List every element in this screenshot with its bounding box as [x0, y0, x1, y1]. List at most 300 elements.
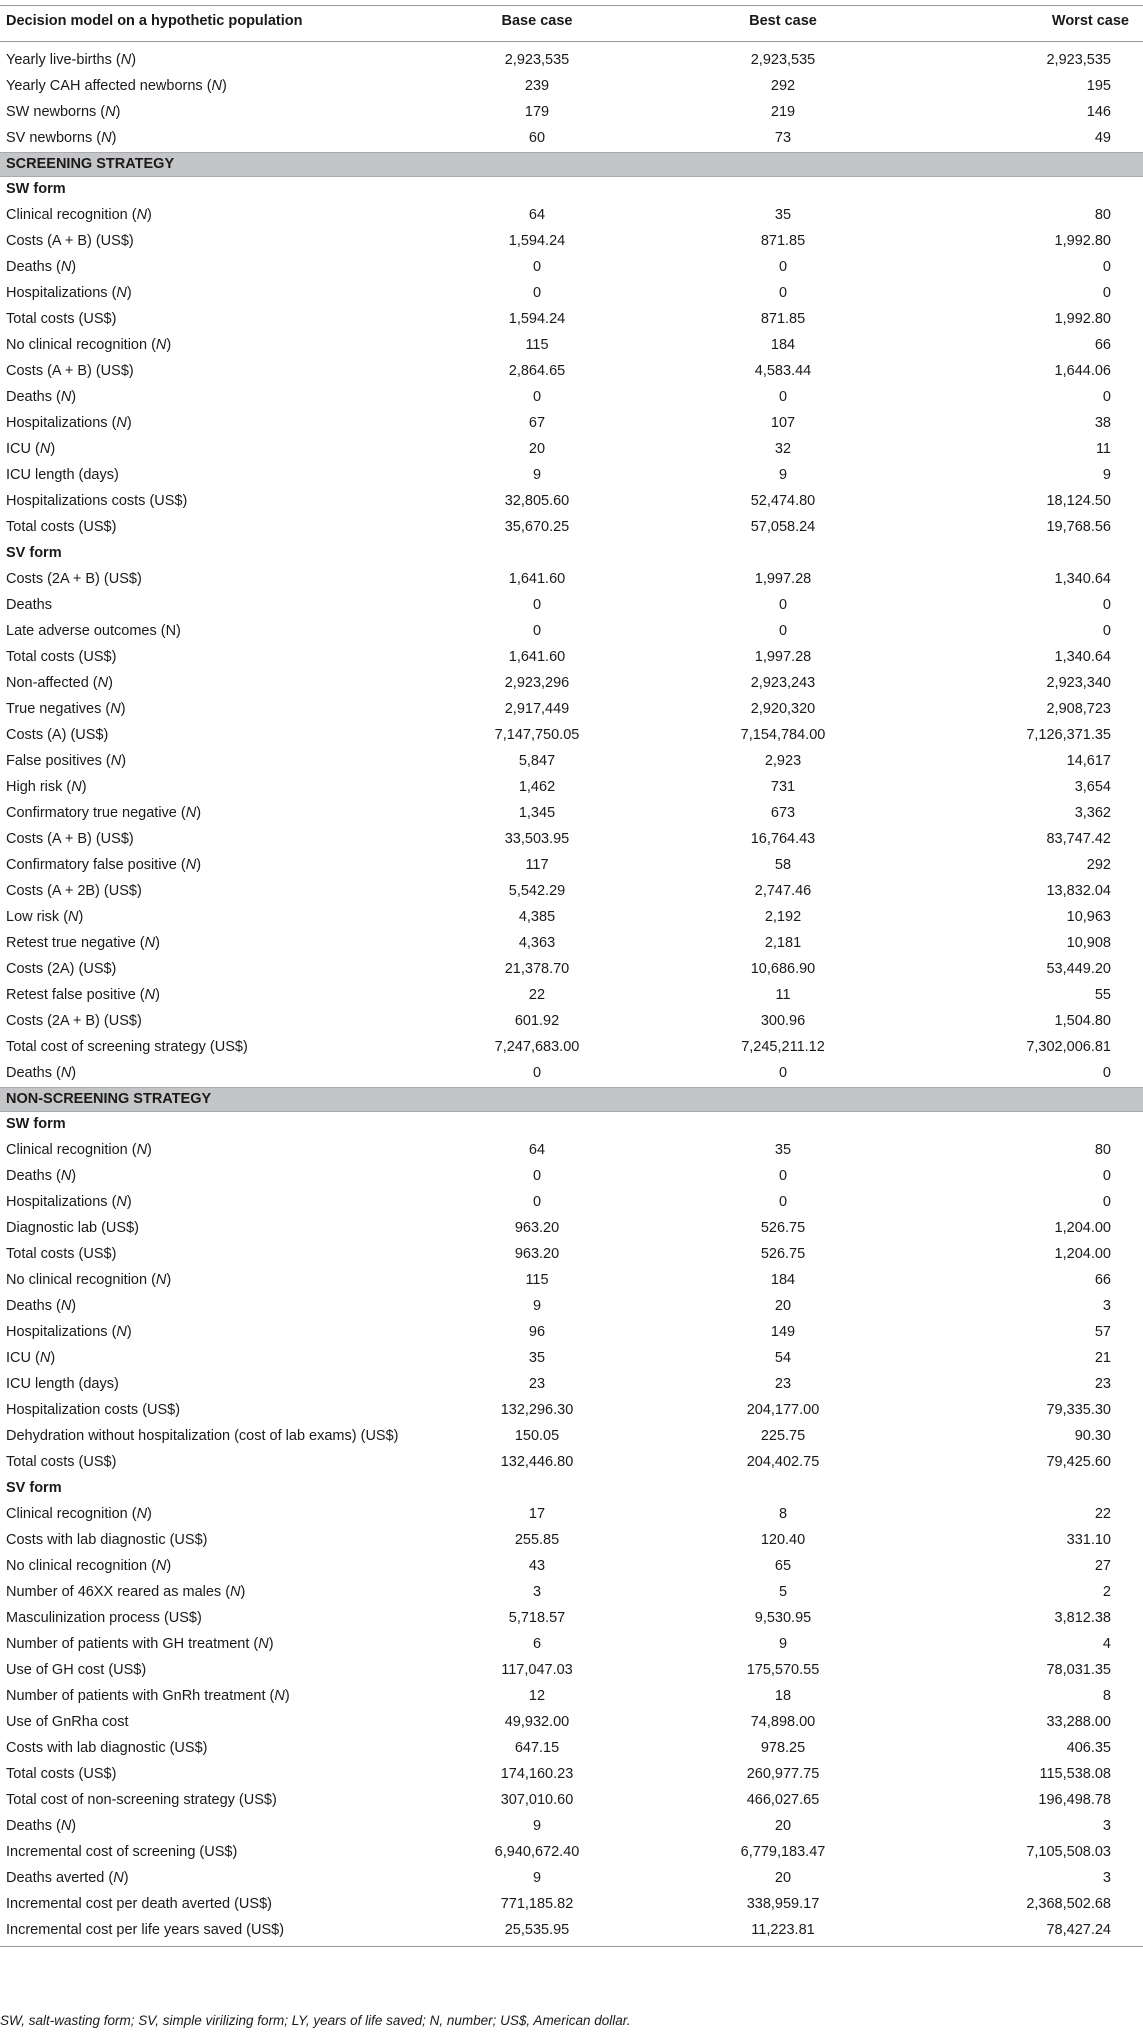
worst-case-value: 78,427.24 [906, 1918, 1143, 1947]
table-row [0, 48, 1143, 74]
row-label [0, 307, 414, 333]
best-case-value: 120.40 [760, 1532, 806, 1548]
best-case-value: 149 [770, 1324, 796, 1340]
row-unit: N [116, 1324, 127, 1340]
row-label [0, 1398, 414, 1424]
section-header-row [0, 1088, 1143, 1112]
worst-case-value: 66 [1094, 337, 1111, 353]
subsection-title: SV form [6, 1480, 62, 1496]
worst-case-value: 90.30 [1074, 1428, 1111, 1444]
worst-case-value: 0 [1102, 259, 1111, 275]
best-case-value: 54 [774, 1350, 792, 1366]
row-unit: N [105, 104, 116, 120]
base-case-value: 647.15 [514, 1740, 560, 1756]
table-row [0, 671, 1143, 697]
worst-case-value: 406.35 [1066, 1740, 1111, 1756]
worst-case-value: 79,425.60 [1046, 1454, 1111, 1470]
row-label-text: True negatives [6, 701, 102, 717]
best-case-value: 466,027.65 [746, 1792, 820, 1808]
table-row [0, 1009, 1143, 1035]
base-case-value: 64 [528, 207, 546, 223]
section-title: SCREENING STRATEGY [0, 153, 1143, 177]
row-unit: N [185, 857, 197, 873]
worst-case-value: 49 [1094, 130, 1111, 146]
row-label: Deaths (N) [6, 1298, 77, 1314]
base-case-value: 49,932.00 [504, 1714, 570, 1730]
base-case-value: 0 [532, 597, 542, 613]
row-label-text: Low risk [6, 909, 60, 925]
worst-case-value: 2 [1102, 1584, 1111, 1600]
worst-case-value: 1,992.80 [1054, 311, 1111, 327]
best-case-value: 526.75 [760, 1220, 806, 1236]
section-header-row [0, 153, 1143, 177]
row-label-text: No clinical recognition [6, 337, 148, 353]
best-case-value: 184 [770, 337, 796, 353]
best-case-value: 2,747.46 [754, 883, 812, 899]
row-label [0, 229, 414, 255]
row-label [0, 1710, 414, 1736]
row-label-text: Hospitalizations [6, 1194, 108, 1210]
row-label-text: Total costs (US$) [6, 1246, 117, 1262]
table-row [0, 905, 1143, 931]
row-label: Clinical recognition (N) [6, 1506, 152, 1522]
table-row [0, 1840, 1143, 1866]
worst-case-value: 10,908 [1066, 935, 1111, 951]
worst-case-value: 80 [1094, 207, 1111, 223]
best-case-value: 225.75 [760, 1428, 806, 1444]
table-row [0, 359, 1143, 385]
table-row [0, 1736, 1143, 1762]
row-label: No clinical recognition (N) [6, 1558, 172, 1574]
base-case-value: 35 [528, 1350, 546, 1366]
base-case-value: 117,047.03 [501, 1662, 573, 1678]
table-row [0, 1450, 1143, 1476]
best-case-value: 731 [770, 779, 796, 795]
row-label-text: Costs (A + B) (US$) [6, 831, 134, 847]
worst-case-value: 0 [1102, 1168, 1111, 1184]
worst-case-value: 55 [1094, 987, 1111, 1003]
row-label: Yearly CAH affected newborns (N) [6, 78, 227, 94]
table-row [0, 1658, 1143, 1684]
row-unit: N [116, 285, 127, 301]
row-unit: N [71, 779, 82, 795]
table-row [0, 1580, 1143, 1606]
base-case-value: 32,805.60 [504, 493, 570, 509]
worst-case-value: 115,538.08 [1039, 1766, 1111, 1782]
base-case-value: 6 [532, 1636, 542, 1652]
worst-case-value: 3,812.38 [1054, 1610, 1111, 1626]
row-unit: N [211, 78, 223, 94]
worst-case-value: 21 [1094, 1350, 1111, 1366]
row-label-text: Deaths [6, 389, 52, 405]
row-label: Confirmatory true negative (N) [6, 805, 202, 821]
worst-case-value: 7,105,508.03 [1026, 1844, 1111, 1860]
row-label-text: Costs (2A) (US$) [6, 961, 117, 977]
row-label [0, 1606, 414, 1632]
row-label: Non-affected (N) [6, 675, 113, 691]
row-label [0, 1424, 414, 1450]
row-label-text: Confirmatory false positive [6, 857, 177, 873]
worst-case-value: 38 [1094, 415, 1111, 431]
worst-case-value: 1,204.00 [1054, 1246, 1111, 1262]
table-row [0, 1684, 1143, 1710]
row-label: Number of patients with GnRh treatment (N) [6, 1688, 290, 1704]
subsection-row [0, 1476, 1143, 1502]
worst-case-value: 33,288.00 [1046, 1714, 1111, 1730]
best-case-value: 0 [778, 1168, 788, 1184]
row-label: Number of 46XX reared as males (N) [6, 1584, 246, 1600]
best-case-value: 58 [774, 857, 792, 873]
table-footnote: SW, salt-wasting form; SV, simple virilizing form; LY, years of life saved; N, number; US$, American dollar. [0, 2013, 631, 2028]
worst-case-value: 0 [1102, 1194, 1111, 1210]
table-row [0, 1632, 1143, 1658]
row-unit: N [185, 805, 197, 821]
row-label: Deaths (N) [6, 259, 77, 275]
base-case-value: 5,718.57 [508, 1610, 566, 1626]
table-row [0, 437, 1143, 463]
table-row [0, 1606, 1143, 1632]
best-case-value: 7,245,211.12 [741, 1039, 825, 1055]
table-row [0, 775, 1143, 801]
best-case-value: 10,686.90 [750, 961, 816, 977]
table-row [0, 74, 1143, 100]
table-row [0, 1762, 1143, 1788]
row-label: Yearly live-births (N) [6, 52, 137, 68]
row-label-text: Confirmatory true negative [6, 805, 177, 821]
row-label-text: Diagnostic lab (US$) [6, 1220, 139, 1236]
row-label: Hospitalizations (N) [6, 415, 132, 431]
row-label-text: Costs (A + B) (US$) [6, 233, 134, 249]
table-row [0, 489, 1143, 515]
row-label: Confirmatory false positive (N) [6, 857, 202, 873]
base-case-value: 9 [532, 1818, 542, 1834]
base-case-value: 117 [525, 857, 549, 873]
worst-case-value: 18,124.50 [1046, 493, 1111, 509]
base-case-value: 20 [528, 441, 546, 457]
row-label-text: Costs (A + 2B) (US$) [6, 883, 142, 899]
base-case-value: 132,296.30 [500, 1402, 574, 1418]
best-case-value: 0 [778, 259, 788, 275]
row-label-text: False positives [6, 753, 102, 769]
base-case-value: 3 [532, 1584, 542, 1600]
table-row [0, 515, 1143, 541]
row-label-text: SV newborns [6, 130, 93, 146]
base-case-value: 239 [524, 78, 550, 94]
row-label [0, 1035, 414, 1061]
row-label: True negatives (N) [6, 701, 126, 717]
table-row [0, 463, 1143, 489]
row-label: Clinical recognition (N) [6, 1142, 152, 1158]
row-unit: N [116, 415, 127, 431]
best-case-value: 204,402.75 [746, 1454, 820, 1470]
table-row [0, 1190, 1143, 1216]
row-label-text: Costs with lab diagnostic (US$) [6, 1532, 208, 1548]
row-label-text: Incremental cost per life years saved (US$) [6, 1922, 285, 1938]
row-label-text: Use of GH cost (US$) [6, 1662, 147, 1678]
decision-model-table [0, 5, 1143, 1947]
row-label [0, 827, 414, 853]
base-case-value: 2,917,449 [504, 701, 570, 717]
best-case-value: 204,177.00 [746, 1402, 820, 1418]
worst-case-value: 0 [1102, 623, 1111, 639]
row-unit: N [274, 1688, 285, 1704]
best-case-value: 11,223.81 [660, 1918, 906, 1947]
best-case-value: 1,997.28 [754, 571, 812, 587]
best-case-value: 52,474.80 [750, 493, 816, 509]
row-unit: N [39, 441, 51, 457]
row-unit: N [136, 1142, 148, 1158]
row-label: No clinical recognition (N) [6, 1272, 172, 1288]
best-case-value: 9,530.95 [754, 1610, 812, 1626]
row-label: Deaths (N) [6, 1065, 77, 1081]
table-row [0, 1528, 1143, 1554]
best-case-value: 107 [770, 415, 796, 431]
row-label-text: No clinical recognition [6, 1272, 148, 1288]
row-label: High risk (N) [6, 779, 87, 795]
table-row [0, 567, 1143, 593]
row-label: Number of patients with GH treatment (N) [6, 1636, 274, 1652]
best-case-value: 184 [770, 1272, 796, 1288]
row-unit: N [60, 1065, 72, 1081]
best-case-value: 32 [774, 441, 792, 457]
base-case-value: 35,670.25 [504, 519, 570, 535]
base-case-value: 771,185.82 [500, 1896, 574, 1912]
table-row [0, 749, 1143, 775]
base-case-value: 21,378.70 [504, 961, 570, 977]
best-case-value: 300.96 [760, 1013, 806, 1029]
best-case-value: 260,977.75 [746, 1766, 820, 1782]
subsection-row [0, 1112, 1143, 1139]
row-label: Deaths (N) [6, 1818, 77, 1834]
row-label-text: Total costs (US$) [6, 311, 117, 327]
row-label [0, 1918, 414, 1947]
row-unit: N [68, 909, 79, 925]
row-unit: N [136, 207, 148, 223]
row-label-text: Hospitalizations costs (US$) [6, 493, 188, 509]
row-label [0, 1788, 414, 1814]
best-case-value: 35 [774, 207, 792, 223]
base-case-value: 25,535.95 [414, 1918, 660, 1947]
best-case-value: 11 [775, 987, 791, 1003]
row-unit: N [136, 1506, 148, 1522]
row-label: Retest false positive (N) [6, 987, 160, 1003]
base-case-value: 963.20 [514, 1220, 560, 1236]
row-label: Hospitalizations (N) [6, 285, 132, 301]
base-case-value: 0 [532, 623, 542, 639]
row-unit: N [113, 1870, 124, 1886]
best-case-value: 219 [770, 104, 796, 120]
row-label [0, 567, 414, 593]
table-row [0, 411, 1143, 437]
table-row [0, 827, 1143, 853]
row-label-text: Yearly live-births [6, 52, 112, 68]
table-row [0, 1918, 1143, 1947]
row-label: Deaths (N) [6, 389, 77, 405]
base-case-value: 0 [532, 1194, 542, 1210]
row-label [0, 463, 414, 489]
worst-case-value: 27 [1094, 1558, 1111, 1574]
row-label-text: Hospitalization costs (US$) [6, 1402, 181, 1418]
base-case-value: 9 [532, 1870, 542, 1886]
table-row [0, 983, 1143, 1009]
best-case-value: 8 [778, 1506, 788, 1522]
table-row [0, 1710, 1143, 1736]
row-label-text: Deaths [6, 1818, 52, 1834]
worst-case-value: 9 [1102, 467, 1111, 483]
row-label-text: Total costs (US$) [6, 519, 117, 535]
best-case-value: 978.25 [760, 1740, 806, 1756]
header-worst-case: Worst case [906, 6, 1143, 42]
row-label-text: Total cost of non-screening strategy (US$) [6, 1792, 277, 1808]
worst-case-value: 3 [1102, 1818, 1111, 1834]
row-label [0, 1658, 414, 1684]
row-label [0, 1840, 414, 1866]
base-case-value: 132,446.80 [500, 1454, 574, 1470]
best-case-value: 5 [778, 1584, 788, 1600]
worst-case-value: 78,031.35 [1046, 1662, 1111, 1678]
row-label [0, 1892, 414, 1918]
base-case-value: 115 [525, 1272, 549, 1288]
worst-case-value: 19,768.56 [1046, 519, 1111, 535]
row-label [0, 1242, 414, 1268]
table-row [0, 1814, 1143, 1840]
row-label [0, 489, 414, 515]
base-case-value: 17 [528, 1506, 546, 1522]
header-row [0, 6, 1143, 42]
row-label-text: Hospitalizations [6, 285, 108, 301]
row-label-text: Deaths [6, 1065, 52, 1081]
row-label-text: Masculinization process (US$) [6, 1610, 202, 1626]
best-case-value: 1,997.28 [754, 649, 812, 665]
row-unit: N [60, 1818, 72, 1834]
table-row [0, 931, 1143, 957]
base-case-value: 67 [528, 415, 546, 431]
best-case-value: 73 [774, 130, 792, 146]
base-case-value: 307,010.60 [500, 1792, 574, 1808]
base-case-value: 23 [528, 1376, 546, 1392]
table-row [0, 957, 1143, 983]
row-label-text: Hospitalizations [6, 415, 108, 431]
table-row [0, 1320, 1143, 1346]
worst-case-value: 14,617 [1066, 753, 1111, 769]
base-case-value: 5,542.29 [508, 883, 566, 899]
worst-case-value: 3,362 [1074, 805, 1111, 821]
table-row [0, 1242, 1143, 1268]
worst-case-value: 23 [1094, 1376, 1111, 1392]
row-label-text: Number of patients with GH treatment [6, 1636, 250, 1652]
base-case-value: 2,864.65 [508, 363, 566, 379]
base-case-value: 5,847 [518, 753, 556, 769]
best-case-value: 0 [778, 1065, 788, 1081]
worst-case-value: 3,654 [1074, 779, 1111, 795]
worst-case-value: 79,335.30 [1046, 1402, 1111, 1418]
row-label: Clinical recognition (N) [6, 207, 152, 223]
worst-case-value: 80 [1094, 1142, 1111, 1158]
base-case-value: 601.92 [514, 1013, 560, 1029]
row-unit: N [258, 1636, 269, 1652]
subsection-row [0, 541, 1143, 567]
row-label [0, 515, 414, 541]
row-label [0, 879, 414, 905]
row-unit: N [60, 389, 72, 405]
table-row [0, 879, 1143, 905]
row-label-text: Total costs (US$) [6, 649, 117, 665]
row-label-text: Retest true negative [6, 935, 136, 951]
best-case-value: 20 [774, 1818, 792, 1834]
worst-case-value: 8 [1102, 1688, 1111, 1704]
row-label-text: ICU length (days) [6, 467, 119, 483]
best-case-value: 2,923,535 [750, 52, 816, 68]
best-case-value: 4,583.44 [754, 363, 812, 379]
row-label: ICU (N) [6, 1350, 56, 1366]
worst-case-value: 22 [1094, 1506, 1111, 1522]
best-case-value: 2,923 [764, 753, 802, 769]
row-label [0, 645, 414, 671]
best-case-value: 65 [774, 1558, 792, 1574]
row-label-text: Dehydration without hospitalization (cost of lab exams) (US$) [6, 1428, 399, 1444]
row-label-text: Number of patients with GnRh treatment [6, 1688, 266, 1704]
worst-case-value: 146 [1086, 104, 1111, 120]
table-row [0, 645, 1143, 671]
worst-case-value: 7,302,006.81 [1026, 1039, 1111, 1055]
base-case-value: 0 [532, 1065, 542, 1081]
row-label [0, 1528, 414, 1554]
row-label-text: ICU [6, 441, 31, 457]
base-case-value: 0 [532, 1168, 542, 1184]
table-row [0, 255, 1143, 281]
row-label [0, 1762, 414, 1788]
worst-case-value: 196,498.78 [1038, 1792, 1111, 1808]
best-case-value: 292 [770, 78, 796, 94]
row-unit: N [120, 52, 132, 68]
table-row [0, 593, 1143, 619]
best-case-value: 57,058.24 [750, 519, 816, 535]
row-label [0, 359, 414, 385]
row-label-text: Use of GnRha cost [6, 1714, 129, 1730]
row-label-text: Clinical recognition [6, 1506, 128, 1522]
worst-case-value: 1,204.00 [1054, 1220, 1111, 1236]
table-row [0, 281, 1143, 307]
table-row [0, 1866, 1143, 1892]
row-label-text: SW newborns [6, 104, 97, 120]
row-label: Retest true negative (N) [6, 935, 160, 951]
best-case-value: 338,959.17 [746, 1896, 820, 1912]
row-label [0, 1372, 414, 1398]
best-case-value: 2,181 [764, 935, 802, 951]
base-case-value: 1,641.60 [508, 649, 566, 665]
table-row [0, 229, 1143, 255]
base-case-value: 1,462 [518, 779, 556, 795]
row-label-text: Hospitalizations [6, 1324, 108, 1340]
table-row [0, 1892, 1143, 1918]
worst-case-value: 83,747.42 [1046, 831, 1111, 847]
best-case-value: 74,898.00 [750, 1714, 816, 1730]
row-label: Deaths (N) [6, 1168, 77, 1184]
row-unit: N [155, 1272, 167, 1288]
row-label-text: Deaths [6, 1298, 52, 1314]
worst-case-value: 13,832.04 [1046, 883, 1111, 899]
row-label [0, 957, 414, 983]
row-unit: N [110, 753, 122, 769]
row-label [0, 593, 414, 619]
base-case-value: 1,345 [518, 805, 556, 821]
table-row [0, 801, 1143, 827]
best-case-value: 2,192 [764, 909, 802, 925]
best-case-value: 35 [774, 1142, 792, 1158]
best-case-value: 871.85 [760, 311, 806, 327]
base-case-value: 150.05 [514, 1428, 560, 1444]
worst-case-value: 2,923,340 [1046, 675, 1111, 691]
